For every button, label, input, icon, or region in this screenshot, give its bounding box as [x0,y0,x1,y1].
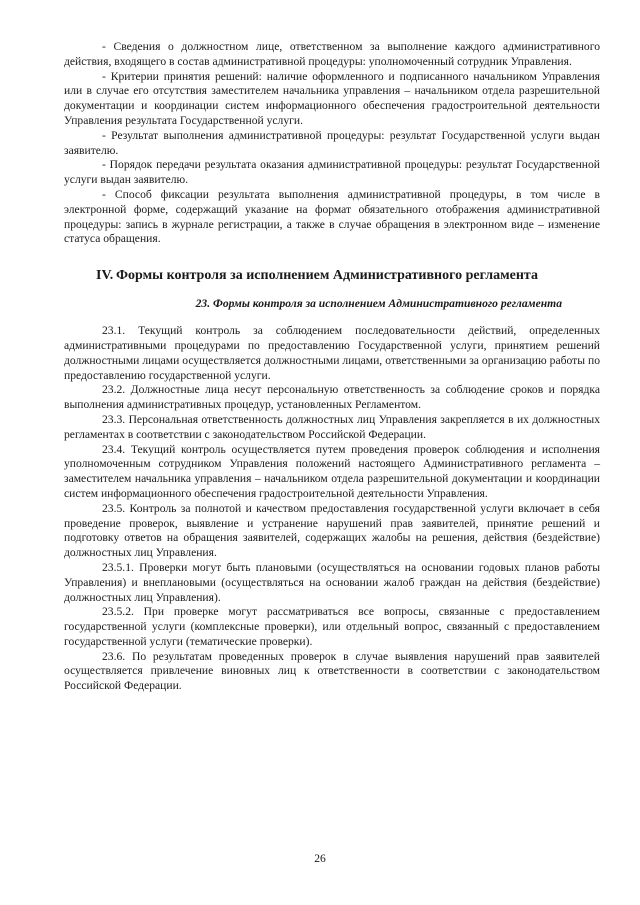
paragraph-decision-criteria: - Критерии принятия решений: наличие оформленного и подписанного начальником Управления или в случае его отсутствия заместителем начальника управления – начальником отдела разрешительной документации и координации систем информационного обеспечения градостроительной деятельности Управления результата Государственной услуги. [64,69,600,127]
document-page [64,40,600,694]
paragraph-23-5: 23.5. Контроль за полнотой и качеством предоставления государственной услуги включает в себя проведение проверок, выявление и устранение нарушений прав заявителей, принятие решений и подготовку ответов на обращения заявителей, содержащих жалобы на решения, действия (бездействие) должностных лиц Управления. [64,501,600,560]
paragraph-23-6: 23.6. По результатам проведенных проверок в случае выявления нарушений прав заявителей осуществляется привлечение виновных лиц к ответственности в соответствии с законодательством Российской Федерации. [64,649,600,693]
paragraph-23-2: 23.2. Должностные лица несут персональную ответственность за соблюдение сроков и порядка выполнения административных процедур, установленных Регламентом. [64,383,600,412]
paragraph-fixation-method: - Способ фиксации результата выполнения административной процедуры, в том числе в электронной форме, содержащий указание на формат обязательного отображения административной процедуры: запись в журнале регистрации, а также в случае обращения в электронном виде – изменение статуса обращения. [64,187,600,246]
paragraph-responsible-person: - Сведения о должностном лице, ответственном за выполнение каждого административного действия, входящего в состав административной процедуры: уполномоченный сотрудник Управления. [64,40,600,68]
paragraph-procedure-result: - Результат выполнения административной процедуры: результат Государственной услуги выдан заявителю. [64,128,600,157]
section-number: IV. [96,268,114,284]
paragraph-23-5-2: 23.5.2. При проверке могут рассматриваться все вопросы, связанные с предоставлением государственной услуги (комплексные проверки), или отдельный вопрос, связанный с предоставлением государственной услуги (тематические проверки). [64,605,600,648]
paragraph-transfer-order: - Порядок передачи результата оказания административной процедуры: результат Государственной услуги выдан заявителю. [64,158,600,187]
subsection-heading: 23. Формы контроля за исполнением Административного регламента [195,297,562,311]
page-number: 26 [314,852,326,865]
paragraph-23-1: 23.1. Текущий контроль за соблюдением последовательности действий, определенных административными процедурами по предоставлению Государственной услуги, принятием решений должностными лицами осуществляется должностными лицами, ответственными за организацию работы по предоставлению государственной услуги. [64,324,600,382]
section-heading [64,267,600,284]
paragraphs-main [64,324,600,694]
paragraph-23-5-1: 23.5.1. Проверки могут быть плановыми (осуществляться на основании годовых планов работы Управления) и внеплановыми (осуществляться на основании жалоб граждан на действия (бездействие) должностных лиц Управления). [64,560,600,604]
paragraph-23-4: 23.4. Текущий контроль осуществляется путем проведения проверок соблюдения и исполнения уполномоченным сотрудником Управления положений настоящего Административного регламента – заместителем начальника управления – начальником отдела разрешительной документации и координации систем информационного обеспечения градостроительной деятельности Управления. [64,442,600,500]
paragraphs-top [64,40,600,247]
paragraph-23-3: 23.3. Персональная ответственность должностных лиц Управления закрепляется в их должностных регламентах в соответствии с законодательством Российской Федерации. [64,412,600,441]
section-title: Формы контроля за исполнением Административного регламента [116,268,538,284]
